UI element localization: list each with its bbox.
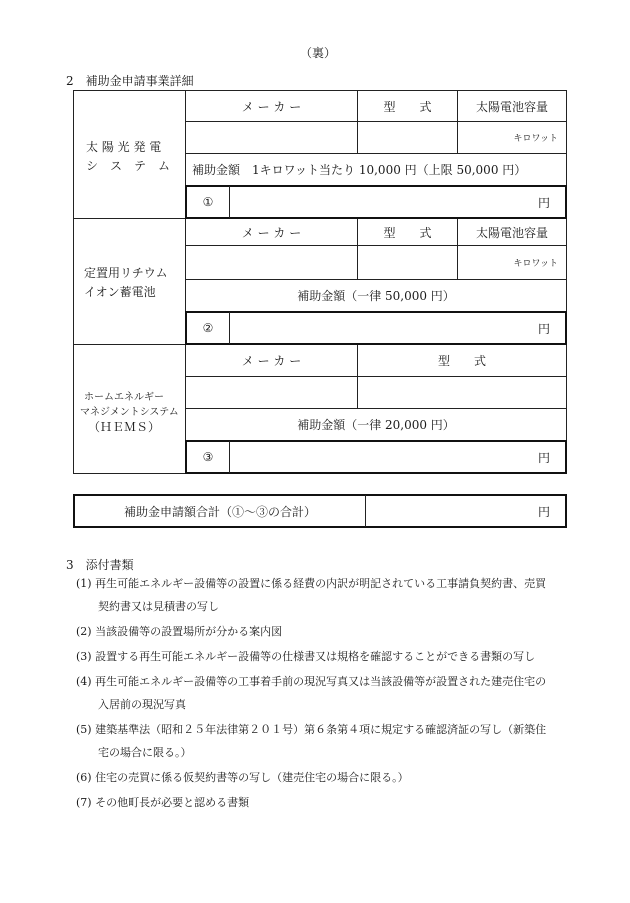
hems-label-line1: ホームエネルギー	[84, 392, 164, 403]
hems-header-model: 型 式	[437, 354, 486, 368]
page-marker: （裏）	[300, 46, 337, 60]
attachment-item-6: (6) 住宅の売買に係る仮契約書等の写し（建売住宅の場合に限る。）	[76, 771, 409, 784]
battery-label-line2: イオン蓄電池	[84, 285, 156, 299]
battery-subsidy-text: 補助金額（一律 50,000 円）	[297, 289, 455, 303]
hems-subsidy-text: 補助金額（一律 20,000 円）	[297, 418, 455, 432]
solar-label-line1: 太 陽 光 発 電	[86, 140, 162, 154]
solar-subsidy-text: 補助金額 1キロワット当たり 10,000 円（上限 50,000 円）	[192, 163, 527, 177]
attachment-item-5: (5) 建築基準法（昭和２５年法律第２０１号）第６条第４項に規定する確認済証の写し（新築住	[76, 723, 547, 736]
battery-amount-field[interactable]: 円	[537, 321, 550, 336]
section-3-heading: 3 添付書類	[66, 558, 134, 572]
hems-amount-field[interactable]: 円	[537, 450, 550, 465]
attachment-item-4: (4) 再生可能エネルギー設備等の工事着手前の現況写真又は当該設備等が設置された建売住宅の	[76, 675, 547, 688]
battery-model-field[interactable]	[358, 246, 457, 279]
solar-maker-field[interactable]	[186, 122, 357, 153]
solar-label-line2: シ ス テ ム	[86, 159, 171, 173]
attachment-item-2: (2) 当該設備等の設置場所が分かる案内図	[76, 625, 283, 638]
solar-header-model: 型 式	[383, 99, 432, 114]
attachment-item-1-cont: 契約書又は見積書の写し	[98, 600, 219, 613]
solar-model-field[interactable]	[358, 122, 457, 153]
hems-number: ③	[202, 450, 214, 464]
battery-header-capacity: 太陽電池容量	[475, 225, 548, 240]
battery-header-model: 型 式	[383, 225, 432, 240]
solar-header-maker: メ ー カ ー	[241, 99, 302, 114]
battery-label-line1: 定置用リチウム	[84, 266, 168, 280]
hems-model-field[interactable]	[358, 377, 566, 408]
attachment-item-1: (1) 再生可能エネルギー設備等の設置に係る経費の内訳が明記されている工事請負契約書、売買	[76, 577, 547, 590]
total-label: 補助金申請額合計（①～③の合計）	[123, 504, 316, 519]
solar-capacity-field[interactable]: キロワット	[513, 134, 558, 144]
battery-number: ②	[202, 321, 214, 335]
total-amount-field[interactable]: 円	[537, 504, 550, 519]
attachment-item-3: (3) 設置する再生可能エネルギー設備等の仕様書又は規格を確認することができる書類の写し	[76, 650, 536, 663]
hems-label-line3: （ＨＥＭＳ）	[88, 420, 161, 434]
hems-label-line2: マネジメントシステム	[80, 407, 179, 418]
battery-capacity-field[interactable]: キロワット	[513, 259, 558, 269]
battery-maker-field[interactable]	[186, 246, 357, 279]
battery-header-maker: メ ー カ ー	[241, 225, 302, 240]
hems-header-maker: メ ー カ ー	[241, 354, 302, 368]
attachment-item-4-cont: 入居前の現況写真	[98, 698, 186, 711]
section-2-heading: 2 補助金申請事業詳細	[66, 74, 194, 88]
solar-number: ①	[202, 195, 214, 209]
solar-amount-field[interactable]: 円	[537, 195, 550, 210]
hems-maker-field[interactable]	[186, 377, 357, 408]
attachment-item-5-cont: 宅の場合に限る。）	[98, 746, 192, 759]
solar-header-capacity: 太陽電池容量	[475, 99, 548, 114]
attachment-item-7: (7) その他町長が必要と認める書類	[76, 796, 250, 809]
